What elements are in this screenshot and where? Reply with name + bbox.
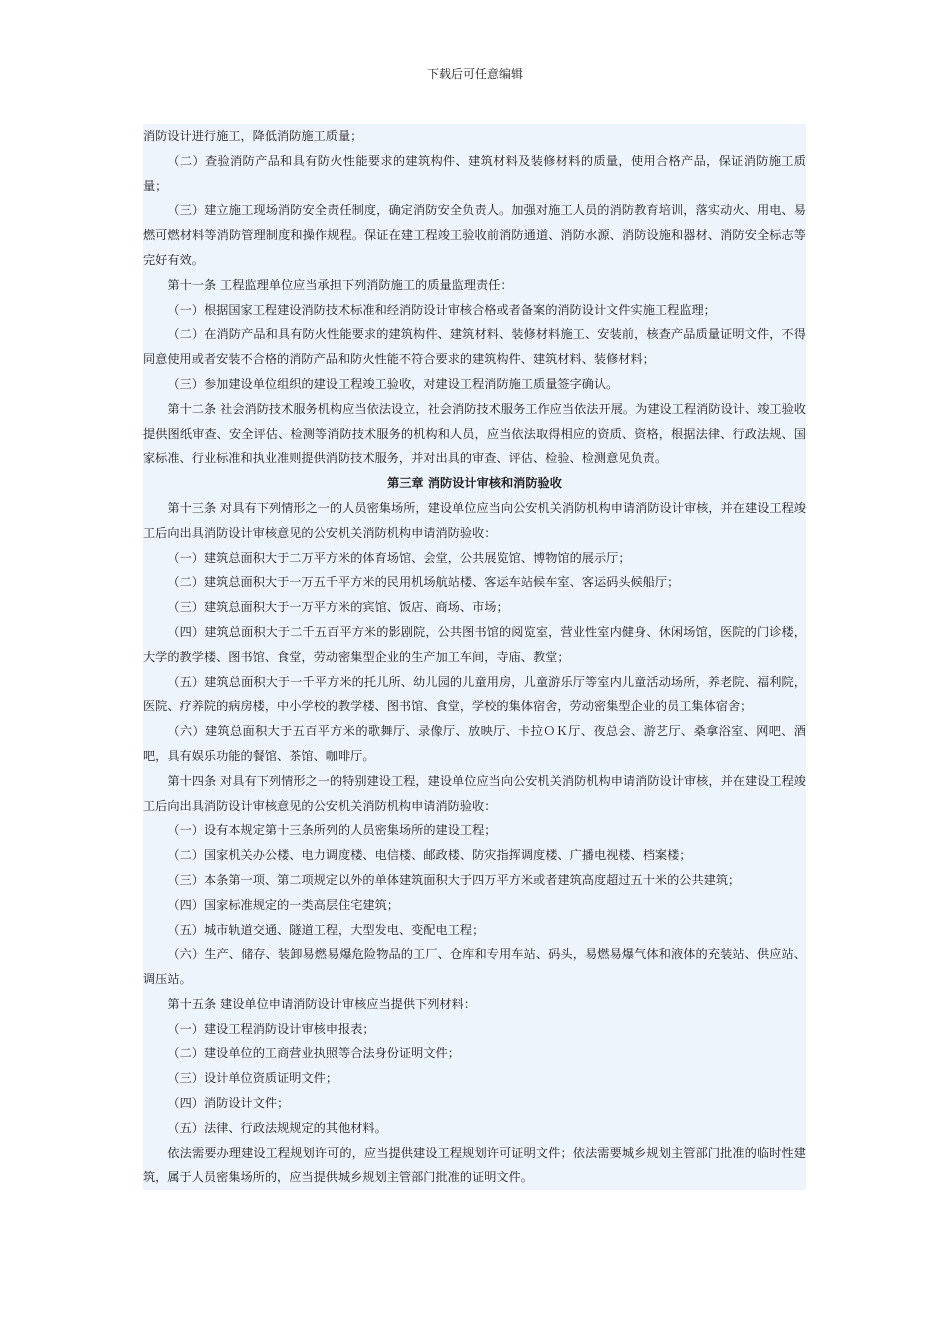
article-11: 第十一条 工程监理单位应当承担下列消防施工的质量监理责任： — [167, 277, 513, 292]
paragraph-item: （二）建设单位的工商营业执照等合法身份证明文件； — [167, 1046, 460, 1061]
chapter-heading: 第三章 消防设计审核和消防验收 — [387, 476, 562, 491]
paragraph-item: （一）建设工程消防设计审核申报表； — [167, 1021, 375, 1036]
paragraph-item: （一）根据国家工程建设消防技术标准和经消防设计审核合格或者备案的消防设计文件实施工程监理； — [167, 302, 716, 317]
paragraph-item: （二）建筑总面积大于一万五千平方米的民用机场航站楼、客运车站候车室、客运码头候船厅； — [167, 575, 680, 590]
paragraph-item: （二）国家机关办公楼、电力调度楼、电信楼、邮政楼、防灾指挥调度楼、广播电视楼、档案楼； — [167, 848, 692, 863]
paragraph-item: （三）参加建设单位组织的建设工程竣工验收，对建设工程消防施工质量签字确认。 — [167, 376, 619, 391]
paragraph-item: （五）城市轨道交通、隧道工程，大型发电、变配电工程； — [167, 922, 485, 937]
paragraph-item: （六）生产、储存、装卸易燃易爆危险物品的工厂、仓库和专用车站、码头，易燃易爆气体和液体的充装站、供应站、调压站。 — [143, 947, 806, 987]
paragraph-item: （一）建筑总面积大于二万平方米的体育场馆、会堂，公共展览馆、博物馆的展示厅； — [167, 550, 631, 565]
paragraph-item: （四）国家标准规定的一类高层住宅建筑； — [167, 897, 399, 912]
paragraph-item: （二）在消防产品和具有防火性能要求的建筑构件、建筑材料、装修材料施工、安装前，核查产品质量证明文件，不得同意使用或者安装不合格的消防产品和防火性能不符合要求的建筑构件、建筑材料、装修材料； — [143, 327, 806, 367]
paragraph-item: （一）设有本规定第十三条所列的人员密集场所的建设工程； — [167, 823, 497, 838]
paragraph-continued: 消防设计进行施工，降低消防施工质量； — [143, 129, 363, 143]
paragraph-item: （三）本条第一项、第二项规定以外的单体建筑面积大于四万平方米或者建筑高度超过五十米的公共建筑； — [167, 872, 741, 887]
article-15: 第十五条 建设单位申请消防设计审核应当提供下列材料： — [167, 996, 476, 1011]
article-14: 第十四条 对具有下列情形之一的特别建设工程，建设单位应当向公安机关消防机构申请消防设计审核，并在建设工程竣工后向出具消防设计审核意见的公安机关消防机构申请消防验收： — [143, 773, 806, 813]
document-body — [143, 124, 806, 1190]
paragraph-item: （四）消防设计文件； — [167, 1096, 290, 1111]
paragraph-item: （五）法律、行政法规规定的其他材料。 — [167, 1120, 387, 1135]
article-12: 第十二条 社会消防技术服务机构应当依法设立，社会消防技术服务工作应当依法开展。为建设工程消防设计、竣工验收提供图纸审查、安全评估、检测等消防技术服务的机构和人员，应当依法取得相应的资质、资格，根据法律、行政法规、国家标准、行业标准和执业准则提供消防技术服务，并对出具的审查、评估、检验、检测意见负责。 — [143, 401, 806, 466]
paragraph-item: （五）建筑总面积大于一千平方米的托儿所、幼儿园的儿童用房，儿童游乐厅等室内儿童活动场所，养老院、福利院，医院、疗养院的病房楼，中小学校的教学楼、图书馆、食堂，学校的集体宿舍，劳动密集型企业的员工集体宿舍； — [143, 674, 806, 714]
paragraph-item: （二）查验消防产品和具有防火性能要求的建筑构件、建筑材料及装修材料的质量，使用合格产品，保证消防施工质量； — [143, 153, 806, 193]
paragraph-item: （三）建筑总面积大于一万平方米的宾馆、饭店、商场、市场； — [167, 600, 509, 615]
paragraph-closing: 依法需要办理建设工程规划许可的，应当提供建设工程规划许可证明文件；依法需要城乡规划主管部门批准的临时性建筑，属于人员密集场所的，应当提供城乡规划主管部门批准的证明文件。 — [143, 1145, 806, 1185]
paragraph-item: （六）建筑总面积大于五百平方米的歌舞厅、录像厅、放映厅、卡拉ＯＫ厅、夜总会、游艺厅、桑拿浴室、网吧、酒吧，具有娱乐功能的餐馆、茶馆、咖啡厅。 — [143, 724, 806, 763]
page-header: 下载后可任意编辑 — [426, 67, 523, 81]
article-13: 第十三条 对具有下列情形之一的人员密集场所，建设单位应当向公安机关消防机构申请消防设计审核，并在建设工程竣工后向出具消防设计审核意见的公安机关消防机构申请消防验收： — [143, 500, 806, 540]
paragraph-item: （三）建立施工现场消防安全责任制度，确定消防安全负责人。加强对施工人员的消防教育培训，落实动火、用电、易燃可燃材料等消防管理制度和操作规程。保证在建工程竣工验收前消防通道、消防水源、消防设施和器材、消防安全标志等完好有效。 — [143, 203, 806, 267]
paragraph-item: （三）设计单位资质证明文件； — [167, 1071, 339, 1086]
paragraph-item: （四）建筑总面积大于二千五百平方米的影剧院，公共图书馆的阅览室，营业性室内健身、休闲场馆，医院的门诊楼，大学的教学楼、图书馆、食堂，劳动密集型企业的生产加工车间，寺庙、教堂； — [143, 624, 806, 664]
